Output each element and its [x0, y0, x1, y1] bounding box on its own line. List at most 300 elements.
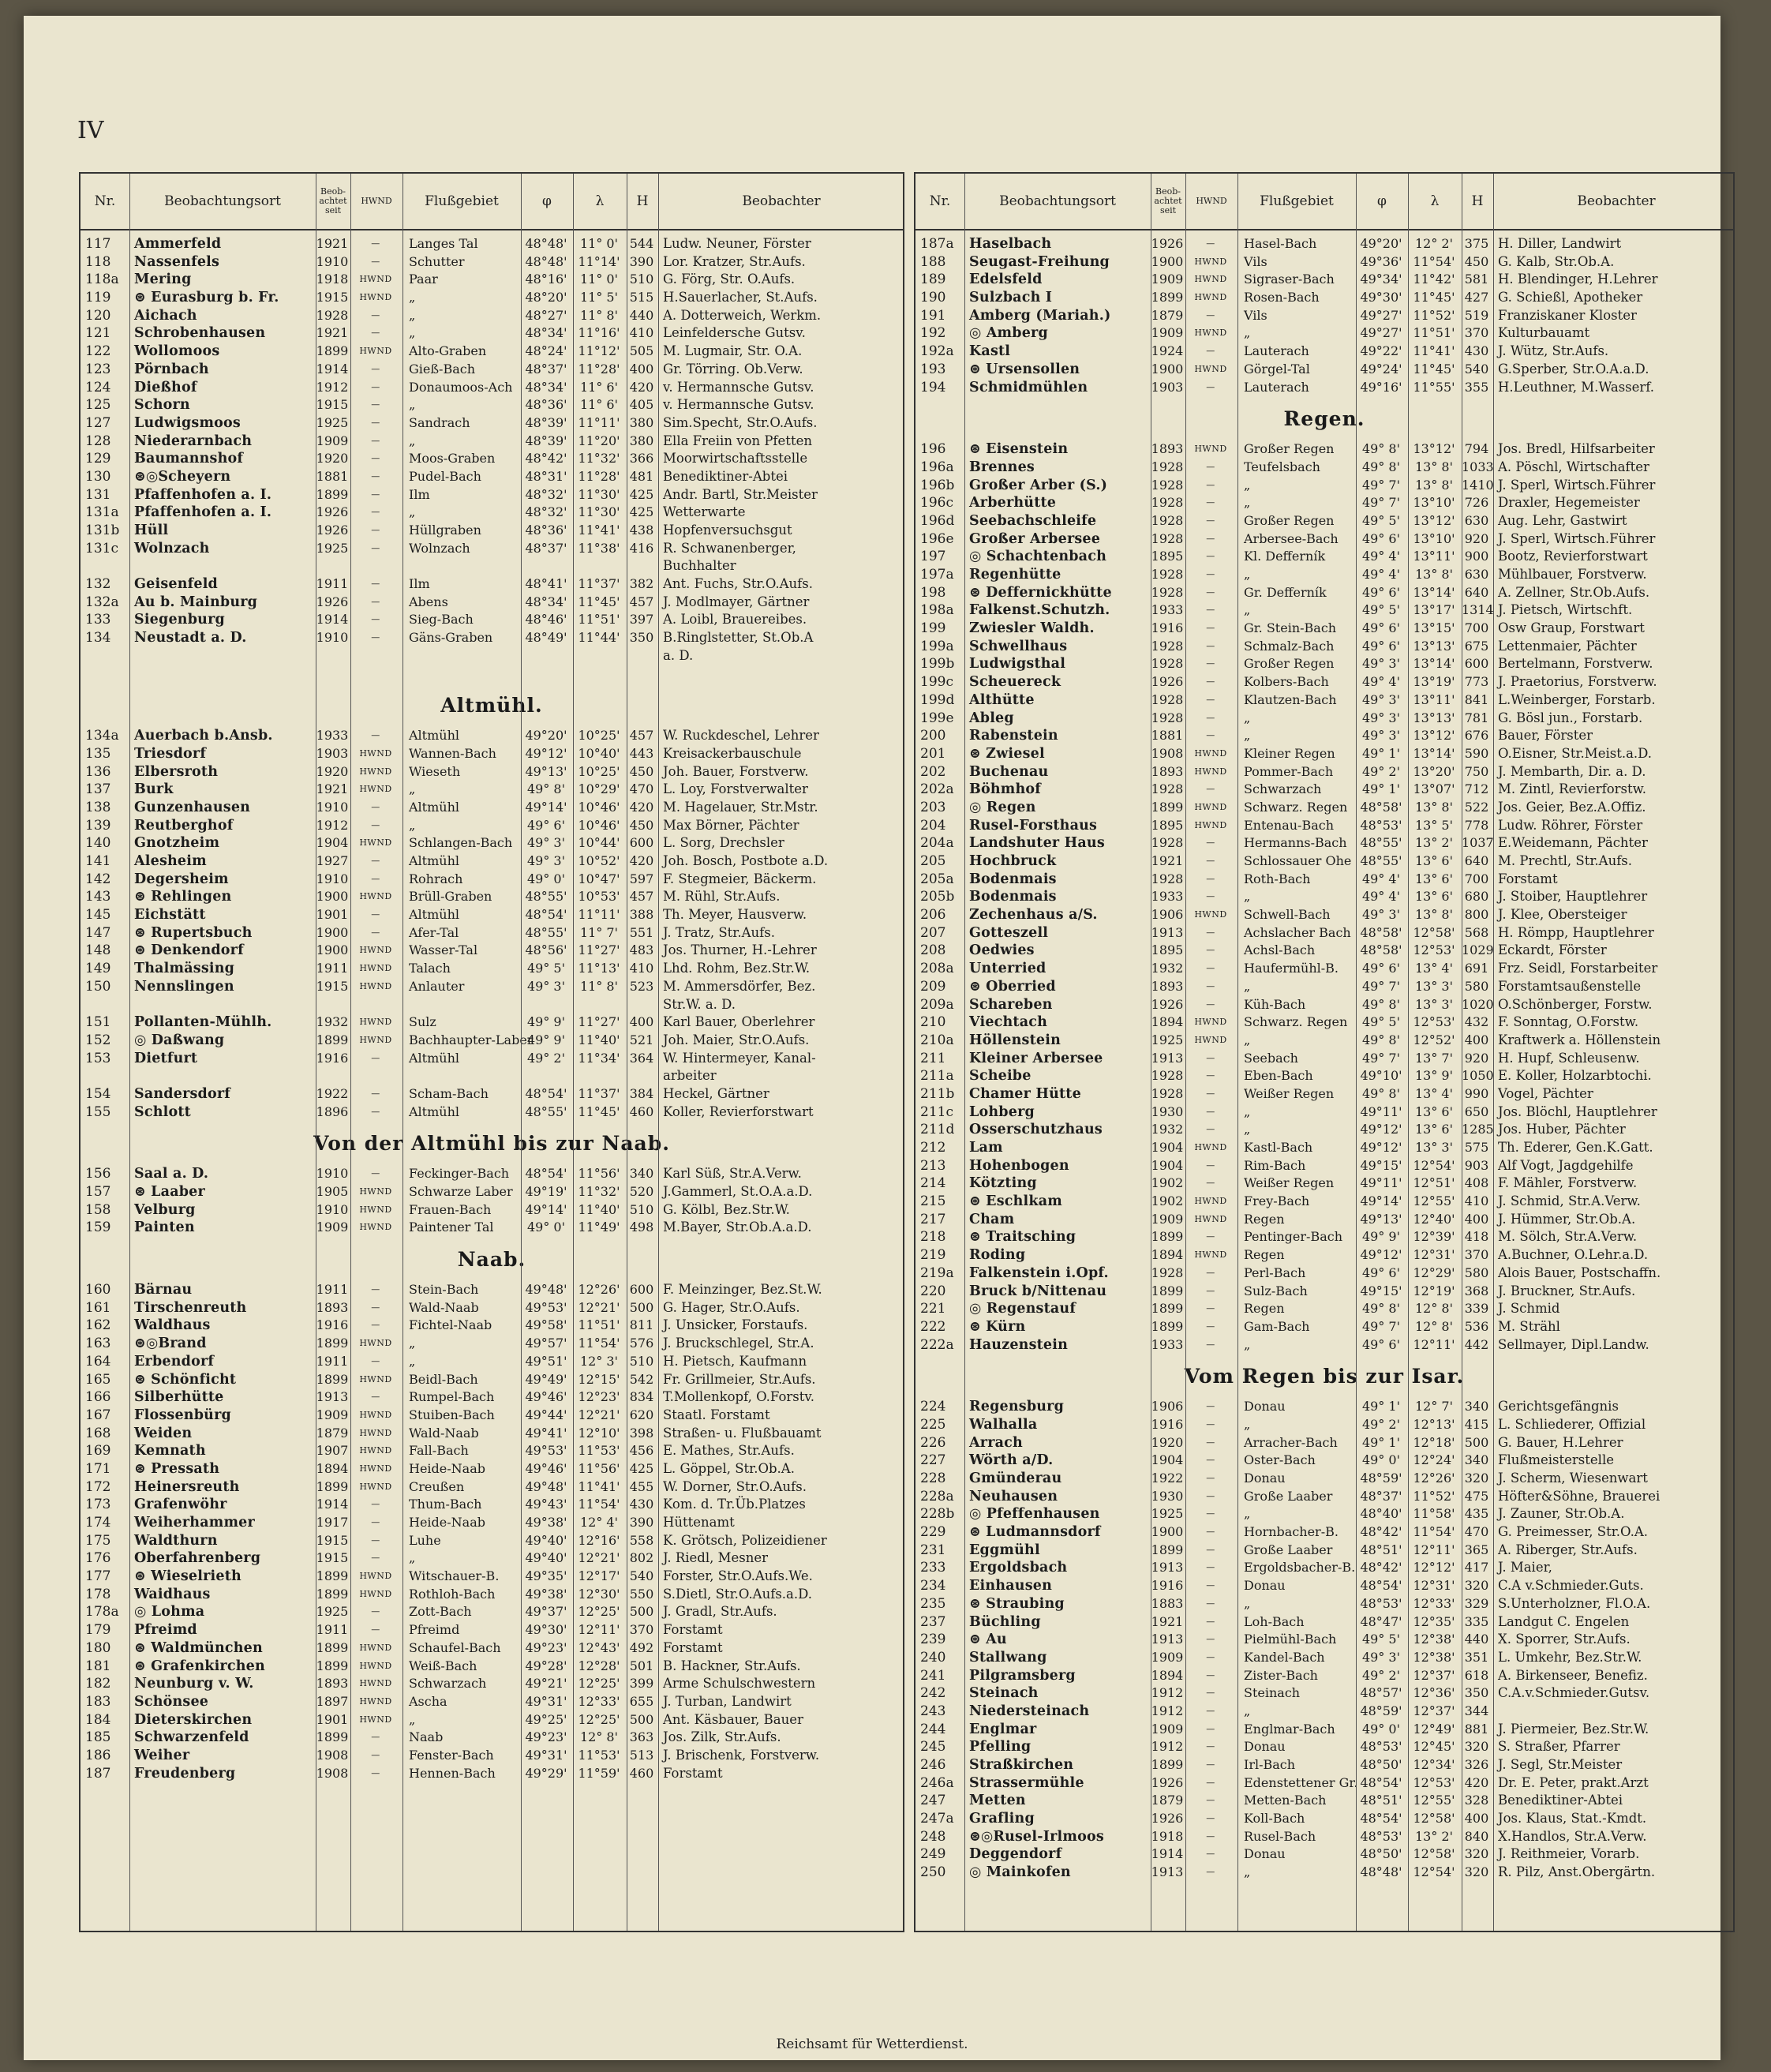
cell-nr: 153 — [85, 1050, 111, 1066]
cell-h: 326 — [1464, 1757, 1489, 1772]
cell-nr: 197a — [920, 567, 954, 583]
cell-obs: J. Wütz, Str.Aufs. — [1498, 343, 1609, 359]
cell-phi: 48°51' — [1360, 1793, 1402, 1808]
cell-lam: 12°28' — [578, 1658, 620, 1673]
cell-nr: 165 — [85, 1371, 111, 1388]
cell-hwnd: HWND — [359, 1588, 392, 1599]
cell-h: 420 — [629, 853, 654, 868]
cell-hwnd: — — [1206, 1160, 1215, 1171]
cell-obs: M.Bayer, Str.Ob.A.a.D. — [663, 1220, 812, 1235]
station-row — [915, 1667, 1733, 1685]
station-row — [80, 1621, 903, 1639]
cell-nr: 224 — [920, 1399, 946, 1415]
cell-hwnd: — — [1206, 1321, 1215, 1332]
cell-nr: 141 — [85, 853, 111, 869]
cell-nr: 241 — [920, 1667, 946, 1684]
cell-fluss: Edenstettener Gr. — [1244, 1774, 1358, 1790]
cell-obs: Höfter&Söhne, Brauerei — [1498, 1488, 1661, 1504]
cell-seit: 1911 — [316, 1353, 349, 1369]
station-row — [915, 1139, 1733, 1157]
cell-ort: Pfreimd — [134, 1622, 197, 1639]
cell-ort: Hohenbogen — [969, 1157, 1069, 1174]
cell-obs: Moorwirtschaftsstelle — [663, 451, 808, 466]
cell-phi: 49° 4' — [1361, 567, 1401, 582]
cell-hwnd: — — [1206, 346, 1215, 357]
station-row — [915, 781, 1733, 799]
cell-nr: 209a — [920, 996, 954, 1013]
cell-nr: 174 — [85, 1515, 111, 1531]
cell-seit: 1911 — [316, 961, 349, 976]
cell-phi: 49° 0' — [526, 1220, 566, 1235]
cell-lam: 13° 4' — [1414, 1085, 1454, 1101]
cell-fluss: „ — [409, 1711, 416, 1727]
cell-h: 430 — [629, 1497, 654, 1512]
cell-nr: 200 — [920, 728, 946, 744]
cell-obs: Alf Vogt, Jagdgehilfe — [1498, 1157, 1634, 1173]
cell-ort: Scheuereck — [969, 674, 1061, 691]
cell-ort: Thalmässing — [134, 961, 235, 977]
cell-hwnd: — — [1206, 1285, 1215, 1296]
cell-phi: 49° 2' — [1361, 1667, 1401, 1683]
cell-lam: 12°11' — [578, 1622, 620, 1638]
column-rule — [1356, 174, 1357, 1931]
cell-h: 492 — [629, 1639, 654, 1655]
cell-obs: G. Hager, Str.O.Aufs. — [663, 1299, 800, 1315]
station-row — [80, 781, 903, 799]
cell-seit: 1914 — [1151, 1846, 1184, 1862]
cell-seit: 1912 — [1151, 1739, 1184, 1755]
cell-phi: 49°27' — [1360, 307, 1402, 323]
cell-phi: 49° 0' — [526, 871, 566, 886]
cell-hwnd: HWND — [359, 274, 392, 285]
cell-lam: 13° 5' — [1414, 817, 1454, 833]
cell-fluss: Ilm — [409, 486, 430, 502]
station-row — [80, 1299, 903, 1317]
cell-hwnd: — — [371, 1534, 380, 1546]
cell-h: 576 — [629, 1336, 654, 1351]
cell-fluss: Brüll-Graben — [409, 889, 492, 905]
cell-phi: 48°37' — [1360, 1488, 1402, 1504]
cell-fluss: Fall-Bach — [409, 1443, 469, 1459]
section-title: Regen. — [1283, 407, 1365, 430]
cell-ort: Schlott — [134, 1103, 191, 1120]
cell-phi: 49°38' — [525, 1586, 567, 1602]
header-seit: Beob- achtet seit — [319, 186, 347, 215]
cell-h: 600 — [629, 1282, 654, 1298]
cell-nr: 162 — [85, 1317, 111, 1334]
cell-nr: 234 — [920, 1578, 946, 1594]
station-row — [80, 1165, 903, 1183]
cell-obs: Sim.Specht, Str.O.Aufs. — [663, 414, 818, 430]
column-rule — [1408, 174, 1409, 1931]
cell-ort: Dieterskirchen — [134, 1711, 253, 1728]
cell-nr: 211d — [920, 1122, 955, 1138]
cell-phi: 49° 6' — [1361, 1336, 1401, 1352]
cell-nr: 211b — [920, 1085, 955, 1102]
cell-lam: 11° 5' — [579, 290, 619, 305]
cell-h: 435 — [1464, 1506, 1489, 1522]
cell-h: 523 — [629, 978, 654, 994]
cell-nr: 218 — [920, 1229, 946, 1246]
cell-ort: Niedersteinach — [969, 1703, 1090, 1719]
cell-nr: 206 — [920, 907, 946, 924]
cell-phi: 49°24' — [1360, 361, 1402, 377]
cell-ort: Schmidmühlen — [969, 379, 1088, 395]
cell-obs: J. Piermeier, Bez.Str.W. — [1498, 1721, 1649, 1737]
cell-ort: ⊛ Oberried — [969, 978, 1056, 995]
cell-fluss: Donau — [1244, 1846, 1286, 1862]
cell-hwnd: — — [371, 328, 380, 339]
cell-hwnd: HWND — [359, 837, 392, 849]
cell-ort: Wollomoos — [134, 343, 220, 360]
station-row — [915, 494, 1733, 512]
cell-ort: Schönsee — [134, 1693, 209, 1710]
cell-fluss: Wieseth — [409, 763, 461, 779]
cell-lam: 12°51' — [1413, 1175, 1455, 1191]
cell-fluss: Loh-Bach — [1244, 1613, 1305, 1629]
cell-lam: 11° 0' — [579, 272, 619, 287]
station-row — [915, 1577, 1733, 1595]
cell-hwnd: — — [371, 507, 380, 518]
cell-obs: Ludw. Röhrer, Förster — [1498, 817, 1643, 833]
cell-lam: 11°40' — [578, 1201, 620, 1217]
header-phi: φ — [1377, 193, 1387, 209]
cell-nr: 247a — [920, 1811, 954, 1827]
cell-hwnd: — — [1206, 640, 1215, 651]
cell-phi: 49°57' — [525, 1336, 567, 1351]
station-row — [915, 1050, 1733, 1068]
cell-hwnd: — — [1206, 963, 1215, 974]
cell-seit: 1902 — [1151, 1175, 1184, 1191]
cell-seit: 1911 — [316, 1622, 349, 1638]
cell-lam: 11° 6' — [579, 379, 619, 395]
cell-ort: Velburg — [134, 1201, 196, 1218]
cell-lam: 11°59' — [578, 1765, 620, 1781]
cell-h: 500 — [629, 1711, 654, 1727]
cell-fluss: Altmühl — [409, 1050, 459, 1066]
cell-seit: 1897 — [316, 1693, 349, 1709]
cell-fluss: Entenau-Bach — [1244, 817, 1334, 833]
cell-h: 410 — [629, 325, 654, 341]
cell-hwnd: — — [1206, 1813, 1215, 1824]
cell-h: 1050 — [1462, 1068, 1494, 1084]
cell-ort: ⊛ Deffernickhütte — [969, 584, 1112, 601]
station-row — [80, 557, 903, 575]
cell-phi: 48°27' — [525, 307, 567, 323]
cell-obs: Leinfeldersche Gutsv. — [663, 325, 806, 341]
station-row — [915, 1595, 1733, 1613]
cell-ort: Schwarzenfeld — [134, 1729, 249, 1746]
cell-obs: G. Bösl jun., Forstarb. — [1498, 710, 1643, 725]
cell-h: 1037 — [1462, 835, 1494, 851]
cell-obs: Fr. Grillmeier, Str.Aufs. — [663, 1371, 816, 1387]
cell-h: 650 — [1464, 1103, 1489, 1119]
cell-fluss: Rusel-Bach — [1244, 1828, 1316, 1844]
cell-hwnd: — — [371, 873, 380, 884]
cell-lam: 12°58' — [1413, 1846, 1455, 1862]
cell-phi: 48°24' — [525, 343, 567, 359]
cell-ort: Auerbach b.Ansb. — [134, 728, 273, 744]
cell-nr: 192a — [920, 343, 954, 360]
cell-fluss: Schaufel-Bach — [409, 1639, 501, 1655]
cell-seit: 1899 — [316, 1568, 349, 1584]
cell-lam: 11°41' — [578, 1478, 620, 1494]
cell-h: 811 — [629, 1317, 654, 1333]
cell-ort: ⊛ Ludmannsdorf — [969, 1524, 1101, 1541]
cell-obs: Forstamt — [1498, 871, 1558, 886]
cell-fluss: Thum-Bach — [409, 1497, 482, 1512]
cell-lam: 12°24' — [1413, 1452, 1455, 1468]
cell-hwnd: — — [371, 1749, 380, 1760]
cell-hwnd: — — [371, 1088, 380, 1099]
cell-fluss: Naab — [409, 1729, 444, 1745]
station-row — [80, 1729, 903, 1747]
station-row — [915, 1559, 1733, 1577]
cell-lam: 13°15' — [1413, 620, 1455, 636]
cell-phi: 49° 6' — [1361, 1265, 1401, 1280]
station-row — [80, 1532, 903, 1550]
cell-hwnd: — — [371, 417, 380, 428]
cell-seit: 1918 — [316, 272, 349, 287]
cell-hwnd: HWND — [1194, 1017, 1227, 1028]
station-row — [915, 1014, 1733, 1032]
cell-seit: 1928 — [1151, 530, 1184, 546]
publisher-footer: Reichsamt für Wetterdienst. — [776, 2036, 968, 2052]
cell-phi: 49° 3' — [1361, 907, 1401, 923]
cell-h: 551 — [629, 924, 654, 940]
cell-nr: 157 — [85, 1184, 111, 1200]
cell-phi: 49° 8' — [526, 781, 566, 797]
station-row — [80, 1388, 903, 1407]
cell-hwnd: — — [1206, 533, 1215, 544]
cell-lam: 11°13' — [578, 961, 620, 976]
cell-ort: Ableg — [969, 710, 1014, 726]
cell-seit: 1915 — [316, 397, 349, 413]
header-obs: Beobachter — [1577, 193, 1656, 209]
cell-obs: Hüttenamt — [663, 1515, 735, 1530]
cell-seit: 1928 — [1151, 1085, 1184, 1101]
cell-nr: 212 — [920, 1140, 946, 1156]
cell-nr: 227 — [920, 1452, 946, 1469]
cell-h: 380 — [629, 414, 654, 430]
cell-h: 450 — [1464, 253, 1489, 269]
cell-fluss: „ — [409, 1550, 416, 1566]
cell-ort: ⊛ Laaber — [134, 1184, 205, 1200]
cell-hwnd: — — [1206, 1231, 1215, 1242]
cell-lam: 11°44' — [578, 630, 620, 646]
cell-lam: 12°58' — [1413, 924, 1455, 940]
cell-fluss: Paar — [409, 272, 438, 287]
cell-obs: H. Pietsch, Kaufmann — [663, 1353, 807, 1369]
cell-phi: 49°28' — [525, 1658, 567, 1673]
cell-hwnd: — — [1206, 1580, 1215, 1591]
cell-fluss: „ — [1244, 1703, 1251, 1718]
cell-nr: 135 — [85, 745, 111, 762]
cell-fluss: Zott-Bach — [409, 1604, 472, 1620]
cell-phi: 49°38' — [525, 1515, 567, 1530]
cell-phi: 48°50' — [1360, 1846, 1402, 1862]
cell-lam: 13°19' — [1413, 674, 1455, 690]
cell-obs: J.Gammerl, St.O.A.a.D. — [663, 1184, 813, 1199]
cell-obs: X. Sporrer, Str.Aufs. — [1498, 1632, 1631, 1647]
cell-seit: 1901 — [316, 907, 349, 923]
cell-phi: 49°31' — [525, 1747, 567, 1763]
cell-fluss: Lauterach — [1244, 379, 1309, 395]
cell-fluss: Hermanns-Bach — [1244, 835, 1347, 851]
cell-h: 515 — [629, 290, 654, 305]
cell-lam: 12°13' — [1413, 1416, 1455, 1432]
cell-lam: 12°53' — [1413, 1774, 1455, 1790]
cell-ort: ⊛ Grafenkirchen — [134, 1658, 265, 1674]
station-row — [915, 871, 1733, 889]
cell-lam: 12° 4' — [579, 1515, 619, 1530]
cell-h: 568 — [1464, 924, 1489, 940]
cell-nr: 220 — [920, 1283, 946, 1299]
station-row — [915, 1211, 1733, 1229]
cell-h: 521 — [629, 1032, 654, 1047]
cell-obs: Franziskaner Kloster — [1498, 307, 1637, 323]
station-row — [915, 1434, 1733, 1452]
cell-seit: 1928 — [1151, 835, 1184, 851]
cell-ort: Einhausen — [969, 1578, 1053, 1594]
cell-lam: 12°54' — [1413, 1157, 1455, 1173]
cell-fluss: Regen — [1244, 1301, 1285, 1317]
cell-seit: 1899 — [316, 1336, 349, 1351]
cell-fluss: Eben-Bach — [1244, 1068, 1313, 1084]
cell-lam: 13° 6' — [1414, 1122, 1454, 1137]
cell-fluss: „ — [1244, 1506, 1251, 1522]
cell-lam: 12°37' — [1413, 1667, 1455, 1683]
cell-hwnd: — — [1206, 1688, 1215, 1699]
cell-hwnd: HWND — [359, 1186, 392, 1197]
cell-h: 881 — [1464, 1721, 1489, 1737]
cell-h: 460 — [629, 1103, 654, 1119]
cell-nr: 187 — [85, 1765, 111, 1782]
cell-nr: 130 — [85, 468, 111, 485]
cell-seit: 1926 — [1151, 674, 1184, 690]
cell-hwnd: HWND — [359, 1017, 392, 1028]
cell-obs: Frz. Seidl, Forstarbeiter — [1498, 961, 1658, 976]
cell-nr: 190 — [920, 290, 946, 306]
cell-fluss: Donau — [1244, 1578, 1286, 1594]
cell-h: 442 — [1464, 1336, 1489, 1352]
cell-seit: 1916 — [1151, 620, 1184, 636]
cell-hwnd: — — [1206, 1651, 1215, 1662]
cell-phi: 49° 8' — [1361, 441, 1401, 457]
cell-fluss: Altmühl — [409, 1103, 459, 1119]
cell-hwnd: HWND — [1194, 1196, 1227, 1207]
cell-lam: 12°15' — [578, 1371, 620, 1387]
cell-hwnd: — — [371, 632, 380, 643]
cell-lam: 11°45' — [578, 1103, 620, 1119]
cell-fluss: Kandel-Bach — [1244, 1649, 1325, 1665]
cell-fluss: Oster-Bach — [1244, 1452, 1316, 1468]
cell-ort: Wörth a/D. — [969, 1452, 1054, 1469]
cell-fluss: „ — [409, 817, 416, 833]
cell-hwnd: — — [1206, 1723, 1215, 1734]
station-row — [80, 1201, 903, 1220]
cell-h: 630 — [1464, 567, 1489, 582]
cell-phi: 48°42' — [1360, 1560, 1402, 1576]
cell-fluss: Klautzen-Bach — [1244, 691, 1337, 707]
cell-seit: 1926 — [316, 594, 349, 609]
cell-lam: 13°12' — [1413, 728, 1455, 744]
cell-lam: 13°07' — [1413, 781, 1455, 797]
cell-lam: 11°41' — [1413, 343, 1455, 359]
station-row — [915, 1684, 1733, 1703]
cell-fluss: „ — [1244, 567, 1251, 582]
cell-hwnd: — — [1206, 694, 1215, 705]
cell-phi: 48°55' — [1360, 835, 1402, 851]
cell-lam: 13° 4' — [1414, 961, 1454, 976]
cell-ort: ⊛ Au — [969, 1632, 1007, 1648]
cell-lam: 12°21' — [578, 1299, 620, 1315]
cell-nr: 191 — [920, 307, 946, 324]
station-row — [915, 459, 1733, 477]
cell-seit: 1926 — [316, 523, 349, 538]
cell-lam: 11° 0' — [579, 236, 619, 251]
cell-h: 427 — [1464, 290, 1489, 305]
cell-obs: Ludw. Neuner, Förster — [663, 236, 811, 251]
cell-seit: 1915 — [316, 1550, 349, 1566]
cell-nr: 132a — [85, 594, 119, 610]
cell-nr: 228a — [920, 1488, 954, 1504]
cell-fluss: „ — [409, 290, 416, 305]
cell-seit: 1899 — [1151, 1283, 1184, 1298]
cell-hwnd: — — [1206, 891, 1215, 902]
cell-obs: Dr. E. Peter, prakt.Arzt — [1498, 1774, 1649, 1790]
cell-h: 370 — [1464, 1247, 1489, 1263]
cell-phi: 49° 3' — [1361, 1649, 1401, 1665]
cell-hwnd: — — [1206, 1303, 1215, 1314]
station-row — [915, 638, 1733, 656]
cell-lam: 12°10' — [578, 1425, 620, 1441]
cell-h: 680 — [1464, 889, 1489, 905]
cell-h: 410 — [1464, 1193, 1489, 1209]
station-row — [915, 235, 1733, 253]
cell-seit: 1879 — [1151, 307, 1184, 323]
cell-fluss: „ — [409, 325, 416, 341]
cell-nr: 208a — [920, 961, 954, 977]
cell-lam: 12° 8' — [579, 1729, 619, 1745]
station-row — [80, 289, 903, 307]
cell-phi: 49°12' — [1360, 1247, 1402, 1263]
cell-obs: Arme Schulschwestern — [663, 1676, 816, 1692]
cell-h: 481 — [629, 468, 654, 484]
cell-fluss: Hüllgraben — [409, 523, 481, 538]
station-row — [80, 1085, 903, 1103]
cell-lam: 12°26' — [578, 1282, 620, 1298]
cell-nr: 188 — [920, 253, 946, 270]
station-row — [915, 1228, 1733, 1246]
cell-h: 351 — [1464, 1649, 1489, 1665]
cell-seit: 1928 — [1151, 781, 1184, 797]
station-row — [80, 1658, 903, 1676]
cell-h: 440 — [629, 307, 654, 323]
station-row — [915, 1738, 1733, 1756]
cell-seit: 1926 — [316, 504, 349, 520]
cell-ort: Amberg (Mariah.) — [969, 307, 1111, 324]
header-phi: φ — [542, 193, 552, 209]
cell-fluss: Schlossauer Ohe — [1244, 853, 1352, 868]
cell-h: 750 — [1464, 763, 1489, 779]
cell-seit: 1932 — [316, 1014, 349, 1030]
cell-phi: 48°40' — [1360, 1506, 1402, 1522]
station-row — [80, 1183, 903, 1201]
cell-phi: 49° 6' — [1361, 530, 1401, 546]
cell-h: 460 — [629, 1765, 654, 1781]
cell-lam: 13° 6' — [1414, 871, 1454, 886]
